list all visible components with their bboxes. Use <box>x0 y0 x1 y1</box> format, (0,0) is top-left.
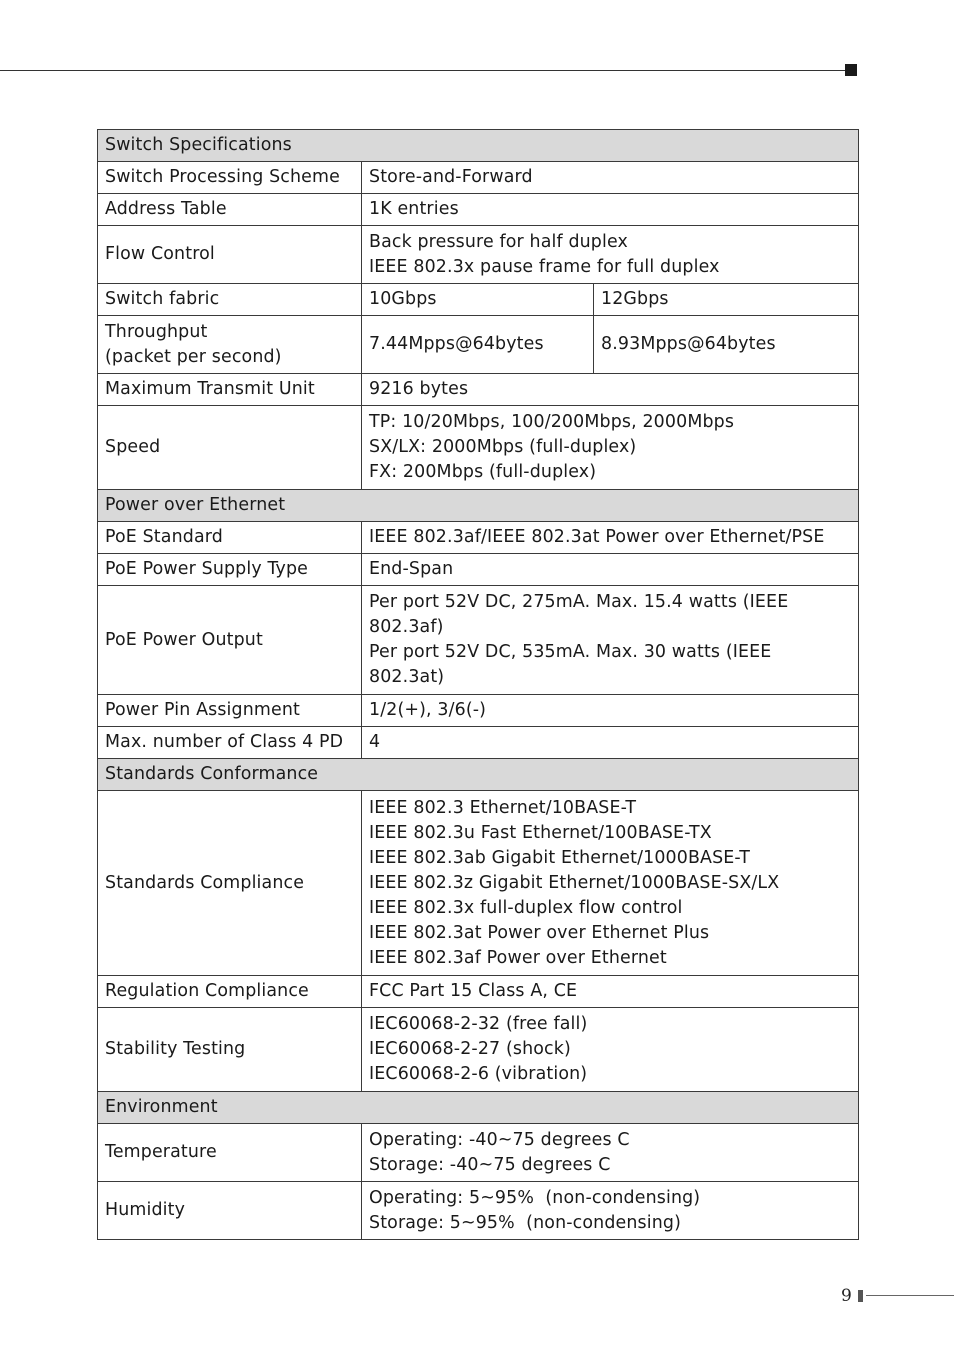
value-line: Per port 52V DC, 535mA. Max. 30 watts (IEEE <box>369 642 772 662</box>
section-title: Switch Specifications <box>98 130 859 162</box>
value-line: Storage: 5~95% (non-condensing) <box>369 1212 682 1233</box>
spec-row-standards-compliance <box>98 791 859 976</box>
spec-value <box>362 791 859 976</box>
spec-label: Flow Control <box>98 226 362 284</box>
section-header-standards <box>98 759 859 791</box>
section-header-poe <box>98 490 859 522</box>
value-line: Operating: 5~95% (non-condensing) <box>369 1187 701 1208</box>
header-rule <box>0 70 846 71</box>
value-line: IEC60068-2-27 (shock) <box>369 1039 571 1059</box>
spec-label: Speed <box>98 406 362 490</box>
spec-value: 9216 bytes <box>362 374 859 406</box>
spec-value-model-a: 7.44Mpps@64bytes <box>362 316 594 374</box>
spec-value <box>362 226 859 284</box>
value-line: Storage: -40~75 degrees C <box>369 1154 611 1175</box>
spec-row-speed <box>98 406 859 490</box>
spec-value <box>362 586 859 695</box>
specifications-table <box>97 129 859 1240</box>
spec-row-power-pin-assignment <box>98 695 859 727</box>
spec-value <box>362 1008 859 1092</box>
spec-row-poe-supply-type <box>98 554 859 586</box>
value-line: IEC60068-2-32 (free fall) <box>369 1014 588 1034</box>
spec-label: Maximum Transmit Unit <box>98 374 362 406</box>
spec-label: PoE Standard <box>98 522 362 554</box>
spec-label: Power Pin Assignment <box>98 695 362 727</box>
spec-label: Temperature <box>98 1124 362 1182</box>
spec-value: End-Span <box>362 554 859 586</box>
spec-label: PoE Power Supply Type <box>98 554 362 586</box>
spec-row-poe-standard <box>98 522 859 554</box>
value-line: IEEE 802.3af Power over Ethernet <box>369 947 667 968</box>
spec-label: Standards Compliance <box>98 791 362 976</box>
value-line: IEEE 802.3x full-duplex flow control <box>369 897 683 918</box>
spec-label: Address Table <box>98 194 362 226</box>
spec-row-regulation-compliance <box>98 976 859 1008</box>
spec-row-address-table <box>98 194 859 226</box>
label-line: Throughput <box>105 321 208 342</box>
value-line: 802.3af) <box>369 617 444 637</box>
page-number: 9 <box>841 1286 852 1306</box>
spec-value: Store-and-Forward <box>362 162 859 194</box>
section-title: Power over Ethernet <box>98 490 859 522</box>
spec-value: 1/2(+), 3/6(-) <box>362 695 859 727</box>
spec-value: FCC Part 15 Class A, CE <box>362 976 859 1008</box>
value-line: TP: 10/20Mbps, 100/200Mbps, 2000Mbps <box>369 412 735 432</box>
spec-row-flow-control <box>98 226 859 284</box>
spec-value <box>362 1124 859 1182</box>
spec-value-model-a: 10Gbps <box>362 284 594 316</box>
header-square-marker <box>845 64 857 76</box>
section-title: Standards Conformance <box>98 759 859 791</box>
spec-value: 1K entries <box>362 194 859 226</box>
spec-label: Stability Testing <box>98 1008 362 1092</box>
spec-row-throughput <box>98 316 859 374</box>
value-line: Back pressure for half duplex <box>369 231 628 252</box>
spec-row-switch-processing <box>98 162 859 194</box>
spec-row-temperature <box>98 1124 859 1182</box>
spec-row-switch-fabric <box>98 284 859 316</box>
footer-marker <box>858 1290 863 1302</box>
spec-row-mtu <box>98 374 859 406</box>
section-title: Environment <box>98 1092 859 1124</box>
value-line: IEEE 802.3x pause frame for full duplex <box>369 256 720 277</box>
value-line: IEEE 802.3u Fast Ethernet/100BASE-TX <box>369 822 712 843</box>
spec-row-stability-testing <box>98 1008 859 1092</box>
spec-value <box>362 1182 859 1240</box>
spec-value <box>362 406 859 490</box>
value-line: IEEE 802.3at Power over Ethernet Plus <box>369 922 710 943</box>
spec-label: Max. number of Class 4 PD <box>98 727 362 759</box>
value-line: IEEE 802.3z Gigabit Ethernet/1000BASE-SX/LX <box>369 872 780 893</box>
spec-row-poe-power-output <box>98 586 859 695</box>
label-line: (packet per second) <box>105 346 282 367</box>
value-line: Per port 52V DC, 275mA. Max. 15.4 watts (IEEE <box>369 592 789 612</box>
spec-label <box>98 316 362 374</box>
value-line: Operating: -40~75 degrees C <box>369 1129 630 1150</box>
spec-label: Regulation Compliance <box>98 976 362 1008</box>
value-line: IEEE 802.3 Ethernet/10BASE-T <box>369 797 637 818</box>
spec-label: PoE Power Output <box>98 586 362 695</box>
spec-row-class4-pd <box>98 727 859 759</box>
spec-value: 4 <box>362 727 859 759</box>
spec-label: Switch Processing Scheme <box>98 162 362 194</box>
spec-row-humidity <box>98 1182 859 1240</box>
section-header-environment <box>98 1092 859 1124</box>
section-header-switch <box>98 130 859 162</box>
spec-label: Switch fabric <box>98 284 362 316</box>
spec-value: IEEE 802.3af/IEEE 802.3at Power over Ethernet/PSE <box>362 522 859 554</box>
value-line: SX/LX: 2000Mbps (full-duplex) <box>369 437 637 457</box>
value-line: 802.3at) <box>369 667 445 687</box>
spec-value-model-b: 8.93Mpps@64bytes <box>594 316 859 374</box>
spec-label: Humidity <box>98 1182 362 1240</box>
spec-value-model-b: 12Gbps <box>594 284 859 316</box>
value-line: FX: 200Mbps (full-duplex) <box>369 462 597 482</box>
value-line: IEC60068-2-6 (vibration) <box>369 1064 588 1084</box>
footer-rule <box>866 1295 954 1296</box>
value-line: IEEE 802.3ab Gigabit Ethernet/1000BASE-T <box>369 847 751 868</box>
